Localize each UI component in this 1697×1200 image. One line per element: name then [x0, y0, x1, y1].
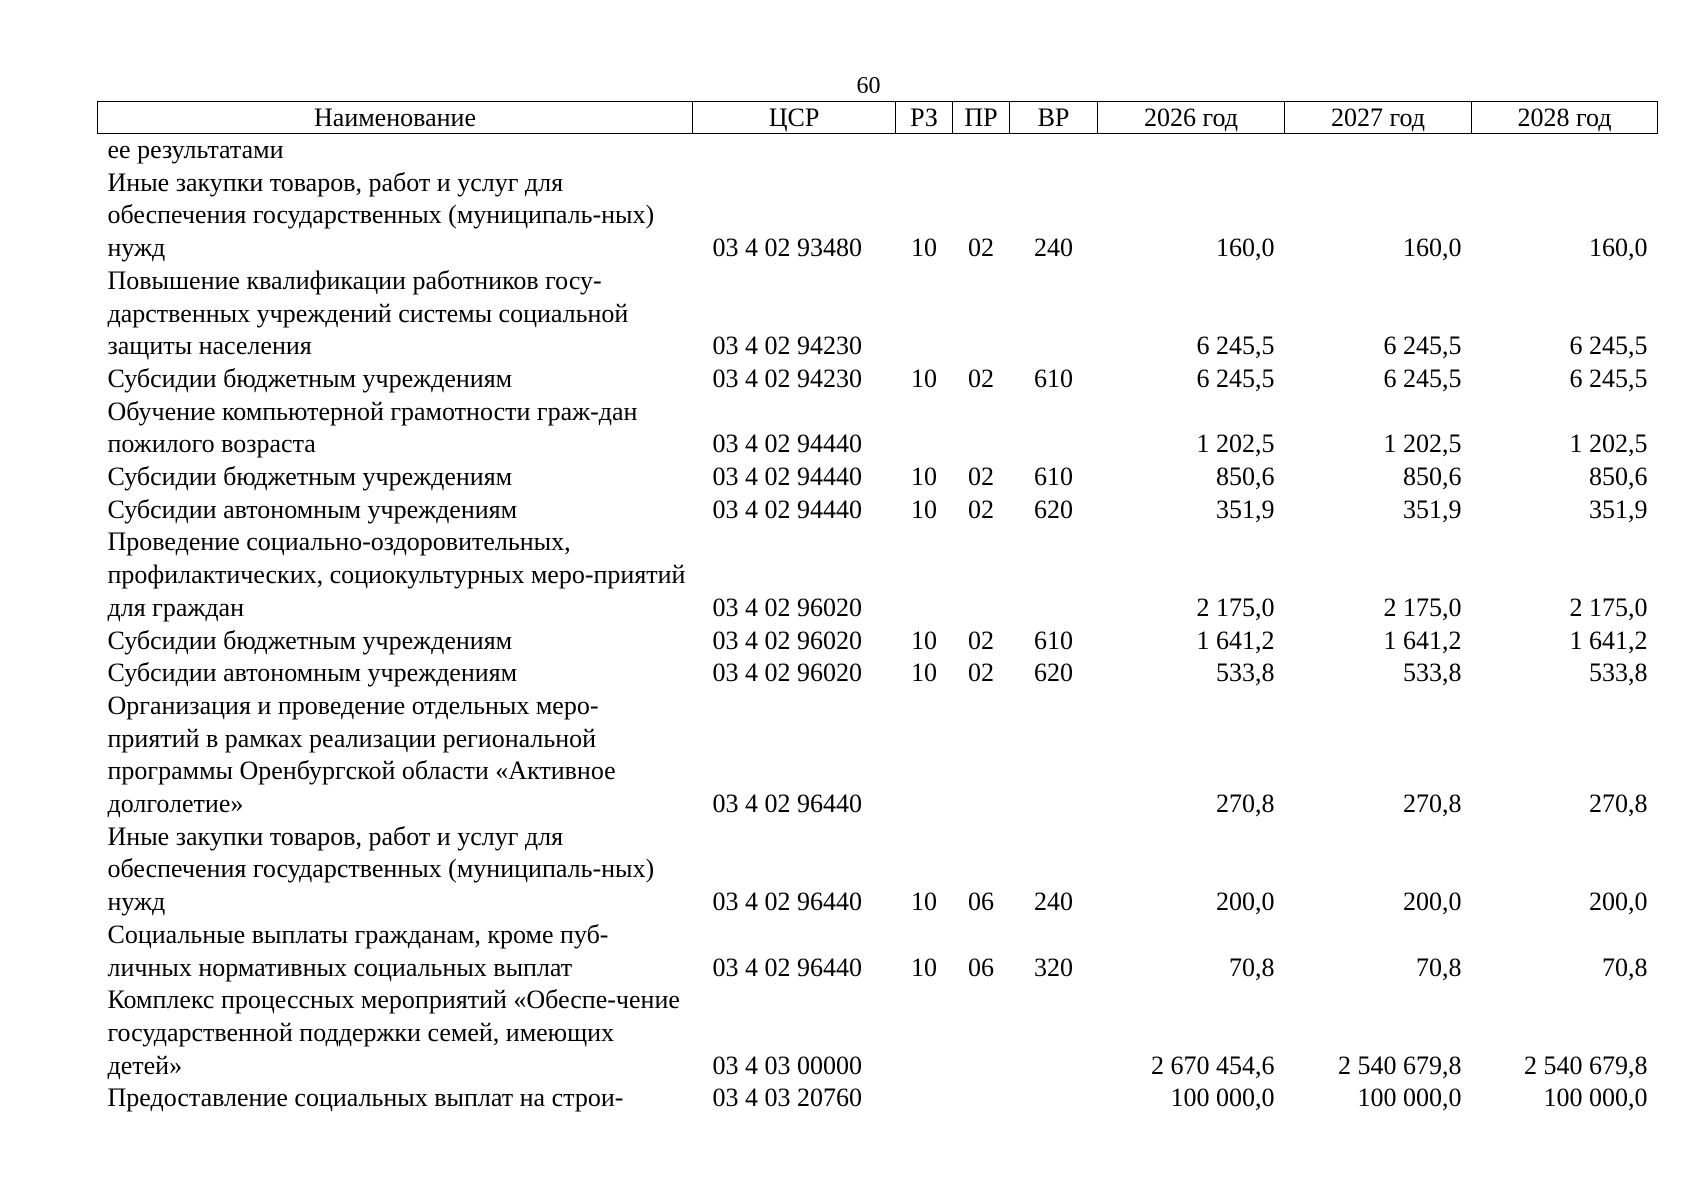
cell-2027: 351,9 — [1403, 494, 1462, 524]
cell-2028: 1 641,2 — [1569, 625, 1648, 655]
cell-vr — [1010, 396, 1098, 461]
header-row — [98, 102, 1658, 134]
cell-csr: 03 4 02 94440 — [712, 494, 862, 524]
cell-rz: 10 — [911, 233, 937, 263]
cell-vr — [1010, 984, 1098, 1082]
cell-2026: 100 000,0 — [1170, 1083, 1275, 1113]
cell-2028: 850,6 — [1589, 462, 1648, 492]
budget-table — [97, 101, 1658, 1115]
cell-2027: 200,0 — [1403, 887, 1462, 917]
cell-name: Обучение компьютерной грамотности граж-дан пожилого возраста — [107, 396, 638, 459]
cell-pr — [953, 984, 1010, 1082]
cell-vr — [1010, 690, 1098, 821]
cell-csr: 03 4 02 96020 — [712, 592, 862, 622]
cell-2026: 270,8 — [1216, 789, 1275, 819]
header-csr: ЦСР — [693, 102, 896, 134]
page-number: 60 — [856, 73, 881, 99]
cell-pr: 02 — [968, 658, 994, 688]
cell-pr: 02 — [968, 233, 994, 263]
cell-pr: 06 — [968, 887, 994, 917]
cell-csr: 03 4 03 00000 — [712, 1050, 862, 1080]
cell-name: Иные закупки товаров, работ и услуг для обеспечения государственных (муниципаль-ных) нужд — [107, 821, 655, 917]
cell-pr — [953, 690, 1010, 821]
cell-2028: 2 175,0 — [1569, 592, 1648, 622]
table-row — [98, 657, 1658, 690]
cell-2026: 200,0 — [1216, 887, 1275, 917]
cell-csr: 03 4 02 96020 — [712, 658, 862, 688]
cell-2026: 850,6 — [1216, 462, 1275, 492]
cell-2028 — [1472, 134, 1658, 167]
cell-name: Комплекс процессных мероприятий «Обеспе-чение государственной поддержки семей, имеющих детей» — [107, 985, 680, 1080]
cell-vr: 240 — [1034, 233, 1073, 263]
cell-pr: 02 — [968, 625, 994, 655]
table-row — [98, 625, 1658, 658]
cell-pr — [953, 134, 1010, 167]
cell-pr — [953, 526, 1010, 624]
cell-2028: 351,9 — [1589, 494, 1648, 524]
cell-2026: 1 641,2 — [1196, 625, 1275, 655]
cell-csr: 03 4 02 94230 — [712, 331, 862, 361]
cell-name: Субсидии бюджетным учреждениям — [107, 462, 513, 492]
cell-name: Проведение социально-оздоровительных, профилактических, социокультурных меро-приятий для граждан — [107, 527, 686, 622]
cell-pr: 02 — [968, 462, 994, 492]
cell-2026: 160,0 — [1216, 233, 1275, 263]
cell-2027: 160,0 — [1403, 233, 1462, 263]
table-header — [98, 102, 1658, 134]
table-row — [98, 919, 1658, 984]
cell-2026 — [1098, 134, 1285, 167]
table-row — [98, 984, 1658, 1082]
cell-2026: 351,9 — [1216, 494, 1275, 524]
cell-2028: 1 202,5 — [1569, 429, 1648, 459]
table-row — [98, 821, 1658, 919]
cell-csr: 03 4 02 93480 — [712, 233, 862, 263]
cell-pr: 02 — [968, 363, 994, 393]
cell-vr: 610 — [1034, 363, 1073, 393]
cell-pr — [953, 1082, 1010, 1115]
cell-2028: 70,8 — [1602, 952, 1648, 982]
cell-rz — [896, 526, 953, 624]
cell-pr — [953, 265, 1010, 363]
cell-2027 — [1285, 134, 1472, 167]
table-row — [98, 526, 1658, 624]
table-row — [98, 396, 1658, 461]
cell-rz: 10 — [911, 462, 937, 492]
cell-2028: 533,8 — [1589, 658, 1648, 688]
table-row — [98, 265, 1658, 363]
cell-rz: 10 — [911, 625, 937, 655]
cell-rz — [896, 265, 953, 363]
cell-csr: 03 4 02 96440 — [712, 952, 862, 982]
cell-vr: 610 — [1034, 462, 1073, 492]
cell-name: Субсидии автономным учреждениям — [107, 494, 518, 524]
cell-name: Субсидии бюджетным учреждениям — [107, 625, 513, 655]
cell-2027: 6 245,5 — [1383, 331, 1462, 361]
cell-2026: 70,8 — [1229, 952, 1275, 982]
cell-rz — [896, 396, 953, 461]
cell-vr: 240 — [1034, 887, 1073, 917]
table-row — [98, 363, 1658, 396]
cell-2027: 850,6 — [1403, 462, 1462, 492]
cell-2026: 2 670 454,6 — [1151, 1050, 1275, 1080]
table-row — [98, 1082, 1658, 1115]
cell-2026: 6 245,5 — [1196, 363, 1275, 393]
cell-2027: 270,8 — [1403, 789, 1462, 819]
cell-name: Иные закупки товаров, работ и услуг для обеспечения государственных (муниципаль-ных) нужд — [107, 167, 655, 263]
cell-rz — [896, 690, 953, 821]
cell-name: Социальные выплаты гражданам, кроме пуб-личных нормативных социальных выплат — [107, 919, 609, 982]
header-vr: ВР — [1010, 102, 1098, 134]
header-name: Наименование — [98, 102, 693, 134]
cell-2027: 533,8 — [1403, 658, 1462, 688]
cell-rz: 10 — [911, 887, 937, 917]
cell-2026: 2 175,0 — [1196, 592, 1275, 622]
cell-2028: 6 245,5 — [1569, 331, 1648, 361]
cell-csr: 03 4 02 96440 — [712, 789, 862, 819]
cell-vr: 620 — [1034, 494, 1073, 524]
cell-rz: 10 — [911, 658, 937, 688]
cell-2026: 533,8 — [1216, 658, 1275, 688]
cell-rz: 10 — [911, 363, 937, 393]
cell-csr — [693, 134, 896, 167]
table-body — [98, 134, 1658, 1116]
cell-2028: 2 540 679,8 — [1524, 1050, 1648, 1080]
cell-2027: 70,8 — [1416, 952, 1462, 982]
cell-pr — [953, 396, 1010, 461]
cell-2027: 2 175,0 — [1383, 592, 1462, 622]
header-2027: 2027 год — [1285, 102, 1472, 134]
cell-rz — [896, 134, 953, 167]
cell-csr: 03 4 03 20760 — [712, 1083, 862, 1113]
cell-2028: 200,0 — [1589, 887, 1648, 917]
cell-csr: 03 4 02 94440 — [712, 462, 862, 492]
table-row — [98, 167, 1658, 265]
cell-2028: 160,0 — [1589, 233, 1648, 263]
header-rz: РЗ — [896, 102, 953, 134]
cell-vr — [1010, 1082, 1098, 1115]
cell-vr — [1010, 265, 1098, 363]
header-pr: ПР — [953, 102, 1010, 134]
cell-vr: 620 — [1034, 658, 1073, 688]
cell-name: Организация и проведение отдельных меро-приятий в рамках реализации региональной программы Оренбургской области «Активное долголетие» — [107, 690, 616, 819]
cell-rz: 10 — [911, 494, 937, 524]
cell-csr: 03 4 02 96440 — [712, 887, 862, 917]
cell-pr: 06 — [968, 952, 994, 982]
table-row — [98, 134, 1658, 167]
cell-vr — [1010, 134, 1098, 167]
cell-name: Субсидии автономным учреждениям — [107, 658, 518, 688]
cell-2027: 6 245,5 — [1383, 363, 1462, 393]
header-2028: 2028 год — [1472, 102, 1658, 134]
cell-csr: 03 4 02 94440 — [712, 429, 862, 459]
cell-csr: 03 4 02 94230 — [712, 363, 862, 393]
cell-2027: 100 000,0 — [1357, 1083, 1462, 1113]
cell-2028: 270,8 — [1589, 789, 1648, 819]
cell-2028: 100 000,0 — [1543, 1083, 1648, 1113]
table-row — [98, 690, 1658, 821]
cell-2026: 6 245,5 — [1196, 331, 1275, 361]
cell-2027: 1 202,5 — [1383, 429, 1462, 459]
table-row — [98, 494, 1658, 527]
cell-name: Повышение квалификации работников госу-дарственных учреждений системы социальной защиты населения — [107, 265, 629, 361]
header-2026: 2026 год — [1098, 102, 1285, 134]
cell-csr: 03 4 02 96020 — [712, 625, 862, 655]
cell-vr — [1010, 526, 1098, 624]
table-row — [98, 461, 1658, 494]
cell-pr: 02 — [968, 494, 994, 524]
cell-2028: 6 245,5 — [1569, 363, 1648, 393]
cell-2027: 2 540 679,8 — [1338, 1050, 1462, 1080]
cell-name: Предоставление социальных выплат на строи- — [107, 1083, 624, 1113]
cell-rz — [896, 1082, 953, 1115]
cell-2026: 1 202,5 — [1196, 429, 1275, 459]
cell-rz — [896, 984, 953, 1082]
cell-name: ее результатами — [107, 135, 284, 164]
cell-name: Субсидии бюджетным учреждениям — [107, 363, 513, 393]
cell-2027: 1 641,2 — [1383, 625, 1462, 655]
cell-rz: 10 — [911, 952, 937, 982]
cell-vr: 610 — [1034, 625, 1073, 655]
cell-vr: 320 — [1034, 952, 1073, 982]
